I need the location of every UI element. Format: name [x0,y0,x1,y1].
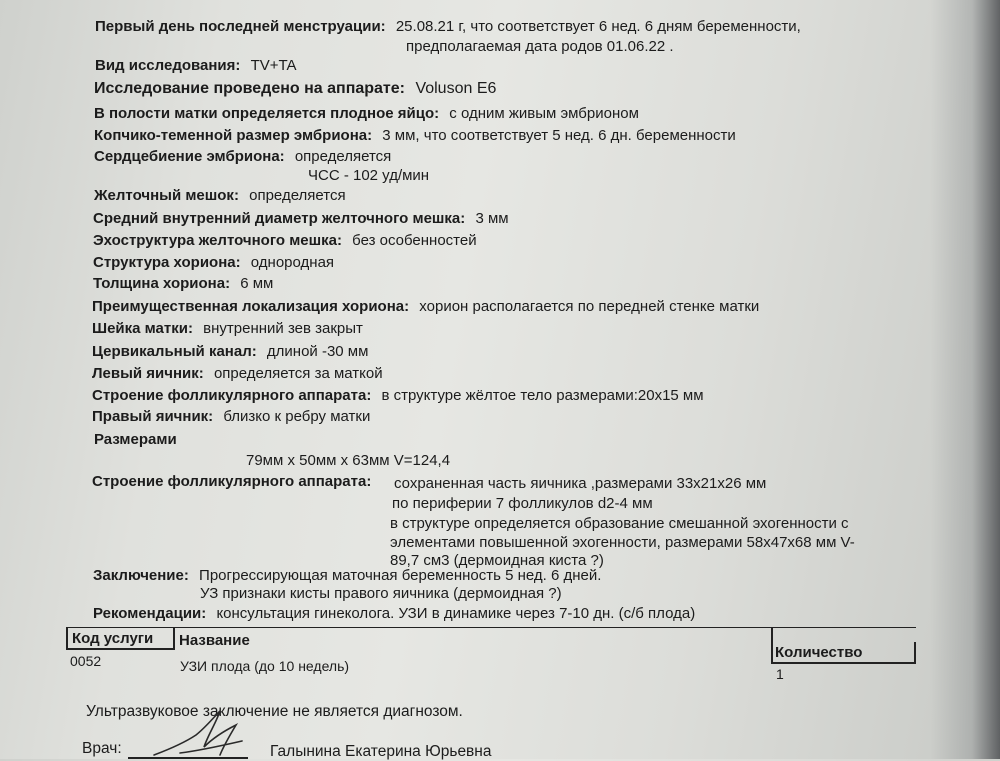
yolk-sac-value: определяется [249,187,346,204]
table-cell-code: 0052 [70,653,102,669]
table-border-left [66,628,68,650]
ovum-label: В полости матки определяется плодное яйцо: [94,105,440,122]
chorion-thick-label: Толщина хориона: [93,275,231,292]
cervix-value: внутренний зев закрыт [203,320,363,337]
conclusion-label: Заключение: [93,567,189,584]
follicular-right-row [92,473,371,491]
chorion-loc-label: Преимущественная локализация хориона: [92,298,410,315]
right-ovary-value: близко к ребру матки [223,408,371,425]
due-date: предполагаемая дата родов 01.06.22 . [406,38,674,55]
follicular-right-line-1: сохраненная часть яичника ,размерами 33х21х26 мм [394,475,767,492]
signature-scribble [150,705,260,759]
chorion-thick-row [93,275,273,293]
yolk-diam-row [93,210,509,228]
crl-row [94,127,736,145]
ovum-value: с одним живым эмбрионом [449,105,639,122]
recommendations-row [93,605,695,623]
yolk-echo-row [93,232,477,250]
yolk-echo-label: Эхоструктура желточного мешка: [93,232,342,249]
left-ovary-row [92,365,383,383]
heartbeat-value: определяется [294,148,392,165]
cervix-label: Шейка матки: [92,320,193,337]
conclusion-line-2: УЗ признаки кисты правого яичника (дермоидная ?) [200,585,562,602]
yolk-sac-label: Желточный мешок: [94,187,239,204]
crl-label: Копчико-теменной размер эмбриона: [94,127,373,144]
device-row [94,80,496,98]
conclusion-line-1: Прогрессирующая маточная беременность 5 нед. 6 дней. [199,567,602,584]
ovum-row [94,105,639,123]
crl-value: 3 мм, что соответствует 5 нед. 6 дн. беременности [382,127,736,144]
chorion-loc-value: хорион располагается по передней стенке матки [419,298,760,315]
yolk-echo-value: без особенностей [352,232,477,249]
table-cell-name: УЗИ плода (до 10 недель) [180,658,350,674]
yolk-sac-row [94,187,346,205]
device-value: Voluson E6 [415,80,497,97]
chorion-struct-label: Структура хориона: [93,254,241,271]
follicular-left-value: в структуре жёлтое тело размерами:20х15 мм [381,387,704,404]
table-border-right [914,642,916,664]
chorion-thick-value: 6 мм [240,275,274,292]
heartbeat-row [94,148,391,166]
col-code-header: Код услуги [72,630,154,647]
doctor-label: Врач: [82,740,122,757]
lmp-value: 25.08.21 г, что соответствует 6 нед. 6 дням беременности, [395,18,801,35]
follicular-right-line-2: по периферии 7 фолликулов d2-4 мм [392,495,653,512]
col-name-header: Название [179,632,250,649]
chorion-loc-row [92,298,759,316]
right-ovary-row [92,408,370,426]
chorion-struct-row [93,254,334,272]
page-edge-shadow [930,0,1000,759]
yolk-diam-value: 3 мм [475,210,509,227]
chorion-struct-value: однородная [250,254,335,271]
cervix-row [92,320,363,338]
table-header-underline-1 [66,648,173,650]
cervical-canal-value: длиной -30 мм [266,343,369,360]
right-ovary-label: Правый яичник: [92,408,214,425]
table-cell-qty: 1 [776,666,784,682]
heartbeat-label: Сердцебиение эмбриона: [94,148,285,165]
exam-type-value: TV+TA [250,57,297,74]
recommendations-label: Рекомендации: [93,605,207,622]
left-ovary-value: определяется за маткой [213,365,383,382]
sizes-label-row [94,431,177,449]
yolk-diam-label: Средний внутренний диаметр желточного мешка: [93,210,466,227]
follicular-right-line-4: элементами повышенной эхогенности, размерами 58х47х68 мм V- [390,534,855,551]
exam-type-label: Вид исследования: [95,57,241,74]
cervical-canal-row [92,343,368,361]
disclaimer: Ультразвуковое заключение не является диагнозом. [86,703,463,720]
table-divider-1 [173,628,175,650]
follicular-left-row [92,387,704,405]
table-header-underline-2 [771,662,916,664]
table-divider-2 [771,628,773,664]
sizes-label: Размерами [94,431,177,448]
recommendations-value: консультация гинеколога. УЗИ в динамике через 7-10 дн. (с/б плода) [216,605,696,622]
conclusion-row [93,567,601,585]
follicular-right-line-5: 89,7 см3 (дермоидная киста ?) [390,552,604,569]
heart-rate: ЧСС - 102 уд/мин [308,167,430,184]
sizes-value: 79мм х 50мм х 63мм V=124,4 [246,452,451,469]
follicular-left-label: Строение фолликулярного аппарата: [92,387,372,404]
follicular-right-line-3: в структуре определяется образование смешанной эхогенности с [390,515,849,532]
exam-type-row [95,57,297,75]
doctor-name: Галынина Екатерина Юрьевна [270,743,492,760]
left-ovary-label: Левый яичник: [92,365,204,382]
follicular-right-label: Строение фолликулярного аппарата: [92,473,372,490]
lmp-label: Первый день последней менструации: [95,18,386,35]
device-label: Исследование проведено на аппарате: [94,80,405,97]
cervical-canal-label: Цервикальный канал: [92,343,257,360]
col-qty-header: Количество [775,644,863,661]
lmp-row [95,18,801,36]
